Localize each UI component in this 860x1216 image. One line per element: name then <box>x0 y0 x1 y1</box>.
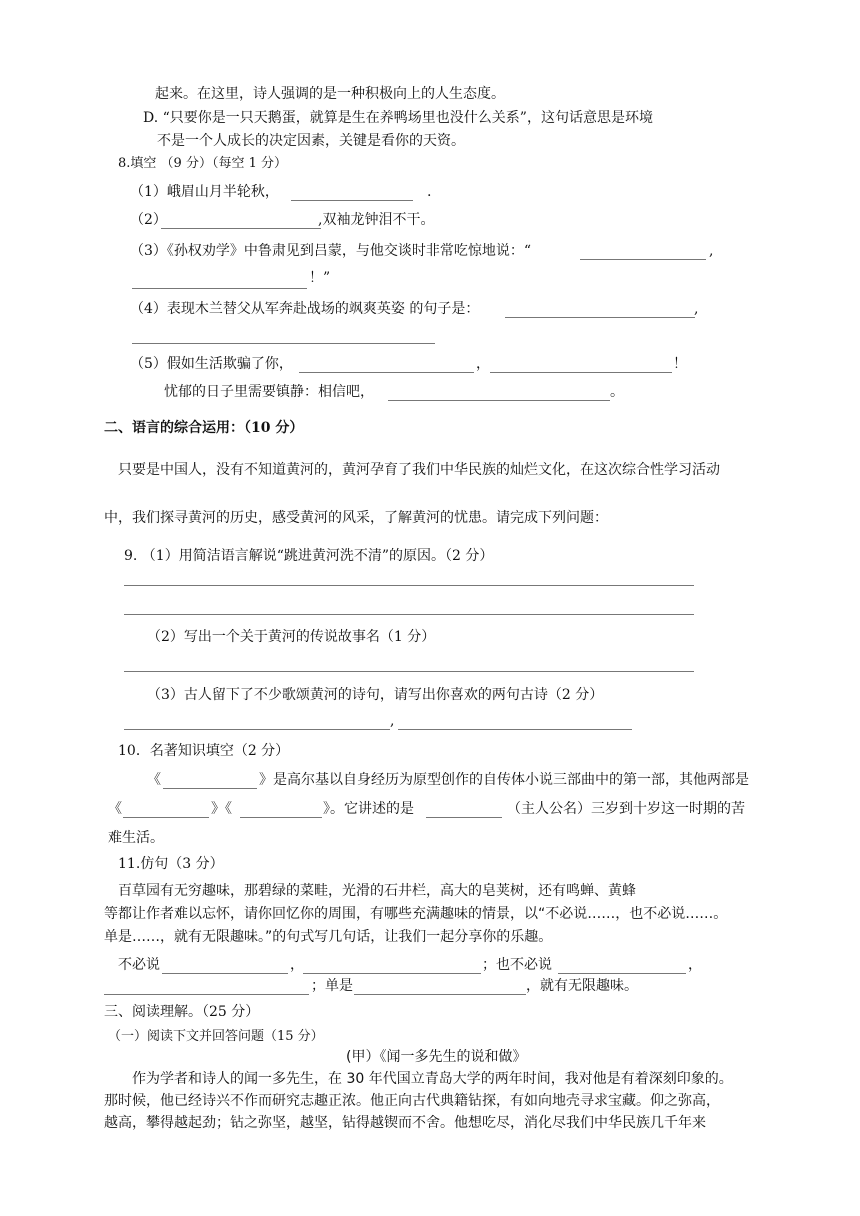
q10-l1-open: 《 <box>147 772 161 788</box>
q11-title: 11.仿句（3 分） <box>118 856 224 872</box>
q11-blank5[interactable] <box>354 994 526 995</box>
q8-title: 8.填空 （9 分）（每空 1 分） <box>118 156 287 171</box>
q11-prompt-line2: 等都让作者难以忘怀，请你回忆你的周围，有哪些充满趣味的情景，以“不必说……，也不必说……。 <box>104 906 728 922</box>
q8-item5-excl: ！ <box>673 356 687 372</box>
q9-part2-answer-line[interactable] <box>124 671 694 672</box>
q8-item4-text: （4）表现木兰替父从军奔赴战场的飒爽英姿 的句子是： <box>130 301 480 317</box>
section2-heading: 二、语言的综合运用：（10 分） <box>104 420 304 436</box>
q9-part2: （2）写出一个关于黄河的传说故事名（1 分） <box>147 629 436 645</box>
q9-part3-answer2[interactable] <box>398 729 632 730</box>
q11-ans-l1-end: ， <box>688 957 702 973</box>
q11-ans-l1-mid: ；也不必说 <box>482 957 552 973</box>
q11-prompt-line1: 百草园有无穷趣味，那碧绿的菜畦，光滑的石井栏，高大的皂荚树，还有鸣蝉、黄蜂 <box>118 883 636 899</box>
q9-part3-comma: , <box>390 713 395 729</box>
q11-blank3[interactable] <box>558 973 686 974</box>
q9-part3-answer1[interactable] <box>124 729 390 730</box>
q11-ans-l1-comma: ， <box>290 957 304 973</box>
passage-line3: 越高，攀得越起劲；钻之弥坚，越坚，钻得越锲而不舍。他想吃尽，消化尽我们中华民族几千年来 <box>104 1115 706 1131</box>
q9-part1: 9. （1）用简洁语言解说“跳进黄河洗不清”的原因。（2 分） <box>124 548 494 564</box>
q8-item5-line2: 忧郁的日子里需要镇静：相信吧， <box>164 384 374 400</box>
section2-intro-line2: 中，我们探寻黄河的历史，感受黄河的风采，了解黄河的忧患。请完成下列问题： <box>104 510 608 526</box>
section3-heading: 三、阅读理解。（25 分） <box>104 1004 260 1020</box>
q11-ans-l2-end: ，就有无限趣味。 <box>526 978 638 994</box>
passage-line2: 那时候，他已经诗兴不作而研究志趣正浓。他正向古代典籍钻探，有如向地壳寻求宝藏。仰之弥高， <box>104 1093 720 1109</box>
q8-item2-end: ,双袖龙钟泪不干。 <box>318 212 435 228</box>
q11-ans-l2-mid: ；单是 <box>311 978 353 994</box>
q8-item5-blank3[interactable] <box>388 400 610 401</box>
option-c-continuation: 起来。在这里，诗人强调的是一种积极向上的人生态度。 <box>155 86 505 102</box>
q8-item3-text: （3）《孙权劝学》中鲁肃见到吕蒙，与他交谈时非常吃惊地说：“ <box>130 243 532 259</box>
q8-item3-end: ！” <box>309 270 331 286</box>
q10-l2-mid: 》《 <box>211 801 232 817</box>
q8-item4-blank1[interactable] <box>505 317 695 318</box>
q10-blank-book2[interactable] <box>123 817 209 818</box>
q8-item5-end: 。 <box>610 384 624 400</box>
q10-l3: 难生活。 <box>108 830 164 846</box>
q8-item5-comma: ， <box>476 356 490 372</box>
q9-part3: （3）古人留下了不少歌颂黄河的诗句，请写出你喜欢的两句古诗（2 分） <box>147 687 604 703</box>
q10-l2-text: 》。它讲述的是 <box>323 801 414 817</box>
q11-ans-l1-start: 不必说 <box>118 957 160 973</box>
q11-blank1[interactable] <box>162 973 288 974</box>
q10-l1-text: 》是高尔基以自身经历为原型创作的自传体小说三部曲中的第一部，其他两部是 <box>259 772 749 788</box>
q8-item5-blank2[interactable] <box>490 372 672 373</box>
option-d-line2: 不是一个人成长的决定因素，关键是看你的天资。 <box>157 133 465 149</box>
q8-item4-blank2[interactable] <box>132 343 435 344</box>
q8-item1-end: . <box>427 184 432 200</box>
q10-blank-name[interactable] <box>426 817 502 818</box>
q8-item2-blank[interactable] <box>161 228 321 229</box>
q11-blank4[interactable] <box>104 994 309 995</box>
passage-title: (甲）《闻一多先生的说和做》 <box>346 1049 527 1065</box>
q8-item1-blank[interactable] <box>291 200 413 201</box>
q11-blank2[interactable] <box>303 973 481 974</box>
q10-title: 10．名著知识填空（2 分） <box>118 743 290 759</box>
q8-item4-comma: , <box>694 301 699 317</box>
q10-blank-book1[interactable] <box>163 788 257 789</box>
q8-item3-blank2[interactable] <box>132 288 307 289</box>
q8-item1-text: （1）峨眉山月半轮秋， <box>130 184 279 200</box>
q10-l2-open: 《 <box>108 801 122 817</box>
section2-intro-line1: 只要是中国人，没有不知道黄河的，黄河孕育了我们中华民族的灿烂文化，在这次综合性学习活动 <box>118 462 720 478</box>
option-d-line1: D. “只要你是一只天鹅蛋，就算是生在养鸭场里也没什么关系”，这句话意思是环境 <box>143 110 653 126</box>
q8-item3-blank1[interactable] <box>580 259 706 260</box>
passage-line1: 作为学者和诗人的闻一多先生，在 30 年代国立青岛大学的两年时间，我对他是有着深刻印象的。 <box>132 1071 733 1087</box>
q10-blank-book3[interactable] <box>240 817 322 818</box>
q10-l2-end: （主人公名）三岁到十岁这一时期的苦 <box>507 801 745 817</box>
q9-part1-answer-line2[interactable] <box>124 614 694 615</box>
q8-item5-blank1[interactable] <box>299 372 474 373</box>
q9-part1-answer-line1[interactable] <box>124 585 694 586</box>
section3-subheading: （一）阅读下文并回答问题（15 分） <box>108 1029 324 1044</box>
q11-prompt-line3: 单是……，就有无限趣味。”的句式写几句话，让我们一起分享你的乐趣。 <box>104 929 553 945</box>
q8-item5-text: （5）假如生活欺骗了你， <box>130 356 293 372</box>
q8-item2-text: （2） <box>130 212 167 228</box>
q8-item3-comma: , <box>709 243 714 259</box>
